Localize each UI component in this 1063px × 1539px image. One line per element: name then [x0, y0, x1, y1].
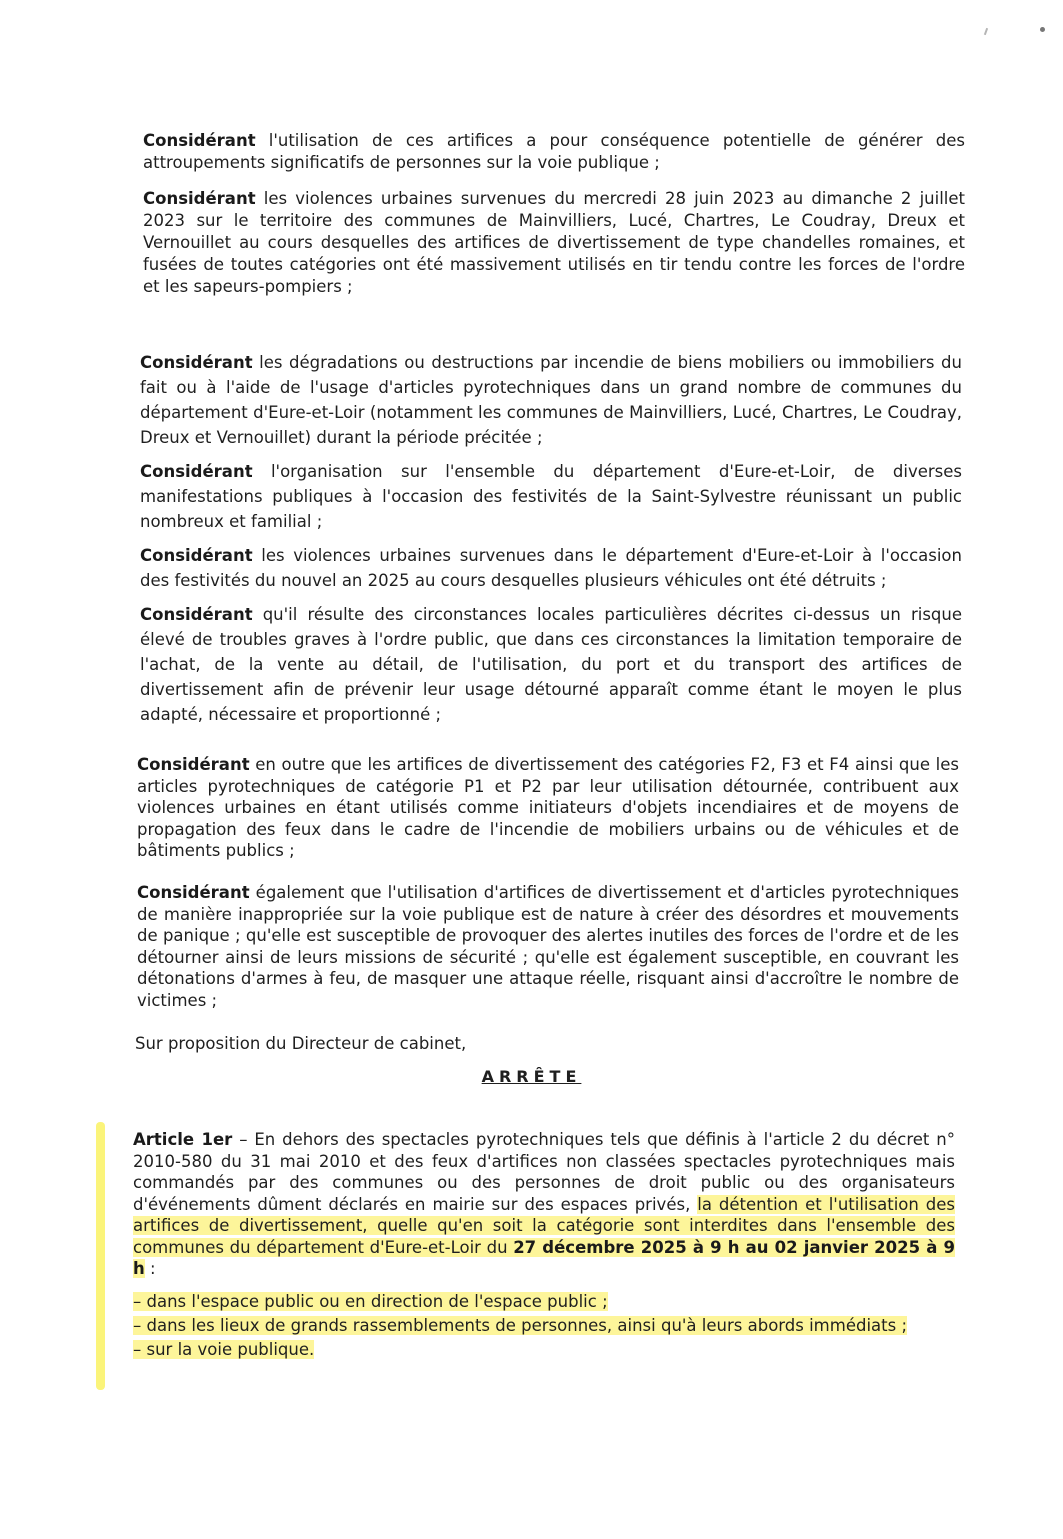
considerant-keyword: Considérant [143, 189, 256, 208]
considerant-keyword: Considérant [137, 883, 250, 902]
considerant-2: Considérant les violences urbaines survenues du mercredi 28 juin 2023 au dimanche 2 juillet 2023 sur le territoire des communes de Mainvilliers, Lucé, Chartres, Le Coudray, Dreux et Vernouillet au cours desquelles des artifices de divertissement de type chandelles romaines, et fusées de toutes catégories ont été massivement utilisés en tir tendu contre les forces de l'ordre et les sapeurs-pompiers ; [143, 189, 965, 296]
article-1: Article 1er – En dehors des spectacles pyrotechniques tels que définis à l'article 2 du décret n° 2010-580 du 31 mai 2010 et des feux d'artifices non classées spectacles pyrotechniques mais commandés par des communes ou des personnes de droit public ou des organisateurs d'événements dûment déclarés en mairie sur des espaces privés, la détention et l'utilisation des artifices de divertissement, quelle qu'en soit la catégorie sont interdites dans l'ensemble des communes du département d'Eure-et-Loir du 27 décembre 2025 à 9 h au 02 janvier 2025 à 9 h : [133, 1130, 956, 1278]
highlighted-text: la détention et l'utilisation des artifices de divertissement, quelle qu'en soit la catégorie sont interdites dans l'ensemble des communes du département d'Eure-et-Loir du 27 décembre 2025 à 9 h au 02 janvier 2025 à 9 h [133, 1194, 956, 1278]
considerant-4: Considérant l'organisation sur l'ensemble du département d'Eure-et-Loir, de diverses manifestations publiques à l'occasion des festivités de la Saint-Sylvestre réunissant un public nombreux et familial ; [140, 462, 962, 531]
proposition-line: Sur proposition du Directeur de cabinet, [135, 1034, 467, 1053]
article-1-list [133, 1290, 907, 1362]
considerant-5: Considérant les violences urbaines survenues dans le département d'Eure-et-Loir à l'occasion des festivités du nouvel an 2025 au cours desquelles plusieurs véhicules ont été détruits ; [140, 546, 962, 590]
list-item: – sur la voie publique. [133, 1340, 315, 1359]
margin-highlight-mark [96, 1122, 105, 1390]
considerant-keyword: Considérant [140, 546, 253, 565]
arrete-title: ARRÊTE [481, 1067, 582, 1086]
considerant-7: Considérant en outre que les artifices de divertissement des catégories F2, F3 et F4 ainsi que les articles pyrotechniques de catégorie P1 et P2 par leur utilisation détournée, contribuent aux violences urbaines en étant utilisés comme initiateurs d'objets incendiaires et de moyens de propagation des feux dans le cadre de l'incendie de mobiliers urbains ou de véhicules et de bâtiments publics ; [137, 755, 959, 860]
considerant-keyword: Considérant [140, 462, 253, 481]
considerant-1: Considérant l'utilisation de ces artifices a pour conséquence potentielle de générer des attroupements significatifs de personnes sur la voie publique ; [143, 131, 965, 172]
considerant-keyword: Considérant [140, 353, 253, 372]
considerant-8: Considérant également que l'utilisation d'artifices de divertissement et d'articles pyrotechniques de manière inappropriée sur la voie publique est de nature à créer des désordres et mouvements de panique ; qu'elle est susceptible de provoquer des alertes inutiles des forces de l'ordre et de les détourner ainsi de leurs missions de sécurité ; qu'elle est également susceptible, en couvrant les détonations d'armes à feu, de masquer une attaque réelle, risquant ainsi d'accroître le nombre de victimes ; [137, 883, 959, 1010]
considerant-keyword: Considérant [140, 605, 253, 624]
article-label: Article 1er [133, 1130, 233, 1149]
scan-speck [1040, 27, 1045, 32]
list-item: – dans les lieux de grands rassemblements de personnes, ainsi qu'à leurs abords immédiats ; [133, 1316, 908, 1335]
scan-speck [984, 28, 988, 35]
considerant-3: Considérant les dégradations ou destructions par incendie de biens mobiliers ou immobiliers du fait ou à l'aide de l'usage d'articles pyrotechniques dans un grand nombre de communes du département d'Eure-et-Loir (notamment les communes de Mainvilliers, Lucé, Chartres, Le Coudray, Dreux et Vernouillet) durant la période précitée ; [140, 353, 962, 447]
considerant-keyword: Considérant [137, 755, 250, 774]
article-dates: 27 décembre 2025 à 9 h au 02 janvier 2025 à 9 h [133, 1237, 956, 1278]
list-item: – dans l'espace public ou en direction de l'espace public ; [133, 1292, 608, 1311]
considerant-6: Considérant qu'il résulte des circonstances locales particulières décrites ci-dessus un risque élevé de troubles graves à l'ordre public, que dans ces circonstances la limitation temporaire de l'achat, de la vente au détail, de l'utilisation, du port et du transport des artifices de divertissement afin de prévenir leur usage détourné apparaît comme étant le moyen le plus adapté, nécessaire et proportionné ; [140, 605, 962, 724]
considerant-keyword: Considérant [143, 131, 256, 150]
